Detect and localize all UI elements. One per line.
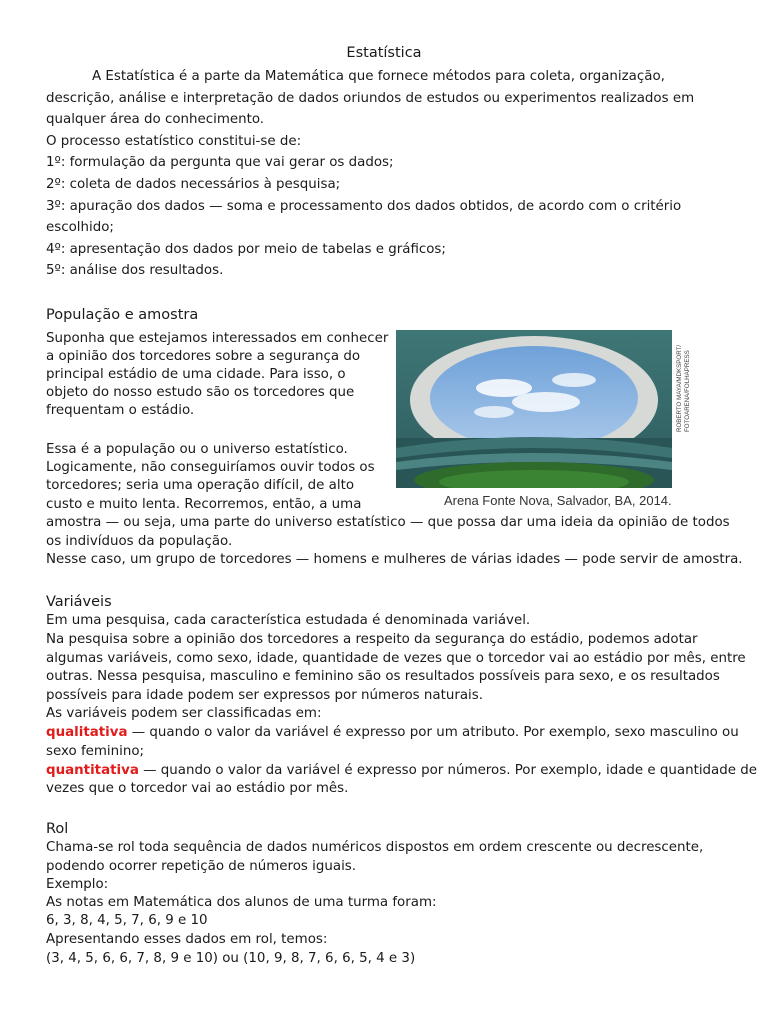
intro-line-3: qualquer área do conhecimento.	[46, 112, 265, 127]
qualitativa-cont: sexo feminino;	[46, 744, 145, 759]
variaveis-line: Na pesquisa sobre a opinião dos torcedores a respeito da segurança do estádio, podemos adotar	[46, 632, 698, 647]
quantitativa-definition	[46, 762, 757, 780]
step-2: 2º: coleta de dados necessários à pesquisa;	[46, 177, 341, 192]
populacao-line: a opinião dos torcedores sobre a segurança do	[46, 349, 361, 364]
rol-line: 6, 3, 8, 4, 5, 7, 6, 9 e 10	[46, 913, 208, 928]
intro-line-2: descrição, análise e interpretação de dados oriundos de estudos ou experimentos realizados em	[46, 91, 695, 106]
page-title: Estatística	[346, 45, 422, 61]
rol-line: podendo ocorrer repetição de números iguais.	[46, 859, 357, 874]
variaveis-line: Em uma pesquisa, cada característica estudada é denominada variável.	[46, 613, 531, 628]
photo-credit-line-1: ROBERTO MAYA/MDKSPORT/	[676, 344, 683, 432]
photo-caption: Arena Fonte Nova, Salvador, BA, 2014.	[444, 493, 672, 508]
populacao-line: Nesse caso, um grupo de torcedores — homens e mulheres de várias idades — pode servir de amostra.	[46, 552, 743, 567]
populacao-line: principal estádio de uma cidade. Para isso, o	[46, 367, 346, 382]
rol-line: Apresentando esses dados em rol, temos:	[46, 932, 328, 947]
populacao-line: objeto do nosso estudo são os torcedores que	[46, 385, 355, 400]
quantitativa-term: quantitativa	[46, 763, 139, 778]
step-3: 3º: apuração dos dados — soma e processamento dos dados obtidos, de acordo com o critério	[46, 199, 682, 214]
step-4: 4º: apresentação dos dados por meio de tabelas e gráficos;	[46, 242, 446, 257]
qualitativa-definition	[46, 724, 739, 742]
populacao-line: torcedores; seria uma operação difícil, de alto	[46, 478, 355, 493]
section-heading-rol: Rol	[46, 821, 69, 837]
step-5: 5º: análise dos resultados.	[46, 263, 224, 278]
populacao-line: os indivíduos da população.	[46, 534, 233, 549]
populacao-line: frequentam o estádio.	[46, 403, 195, 418]
photo-credit-line-2: FOTOARENA/FOLHAPRESS	[684, 350, 691, 432]
rol-line: Exemplo:	[46, 877, 109, 892]
populacao-line: Logicamente, não conseguiríamos ouvir todos os	[46, 460, 375, 475]
variaveis-line: As variáveis podem ser classificadas em:	[46, 706, 322, 721]
step-3-cont: escolhido;	[46, 220, 114, 235]
photo-credit	[674, 330, 692, 434]
populacao-line: amostra — ou seja, uma parte do universo estatístico — que possa dar uma ideia da opinião de todos	[46, 515, 730, 530]
qualitativa-term: qualitativa	[46, 725, 128, 740]
qualitativa-text: — quando o valor da variável é expresso por um atributo. Por exemplo, sexo masculino ou	[127, 725, 739, 740]
rol-line: (3, 4, 5, 6, 6, 7, 8, 9 e 10) ou (10, 9, 8, 7, 6, 6, 5, 4 e 3)	[46, 951, 416, 966]
intro-line-1: A Estatística é a parte da Matemática que fornece métodos para coleta, organização,	[92, 69, 665, 84]
variaveis-line: outras. Nessa pesquisa, masculino e feminino são os resultados possíveis para sexo, e os resultados	[46, 669, 720, 684]
quantitativa-cont: vezes que o torcedor vai ao estádio por mês.	[46, 781, 349, 796]
section-heading-variaveis: Variáveis	[46, 594, 112, 610]
quantitativa-text: — quando o valor da variável é expresso por números. Por exemplo, idade e quantidade de	[138, 763, 757, 778]
populacao-line: custo e muito lenta. Recorremos, então, a uma	[46, 497, 362, 512]
stadium-photo	[396, 330, 672, 488]
rol-line: As notas em Matemática dos alunos de uma turma foram:	[46, 895, 437, 910]
populacao-line: Suponha que estejamos interessados em conhecer	[46, 331, 389, 346]
step-1: 1º: formulação da pergunta que vai gerar os dados;	[46, 155, 394, 170]
section-heading-populacao: População e amostra	[46, 307, 199, 323]
rol-line: Chama-se rol toda sequência de dados numéricos dispostos em ordem crescente ou decrescente,	[46, 840, 704, 855]
process-heading: O processo estatístico constitui-se de:	[46, 134, 302, 149]
variaveis-line: possíveis para idade podem ser expressos por números naturais.	[46, 688, 483, 703]
variaveis-line: algumas variáveis, como sexo, idade, quantidade de vezes que o torcedor vai ao estádio por mês, entre	[46, 651, 746, 666]
populacao-line: Essa é a população ou o universo estatístico.	[46, 442, 348, 457]
